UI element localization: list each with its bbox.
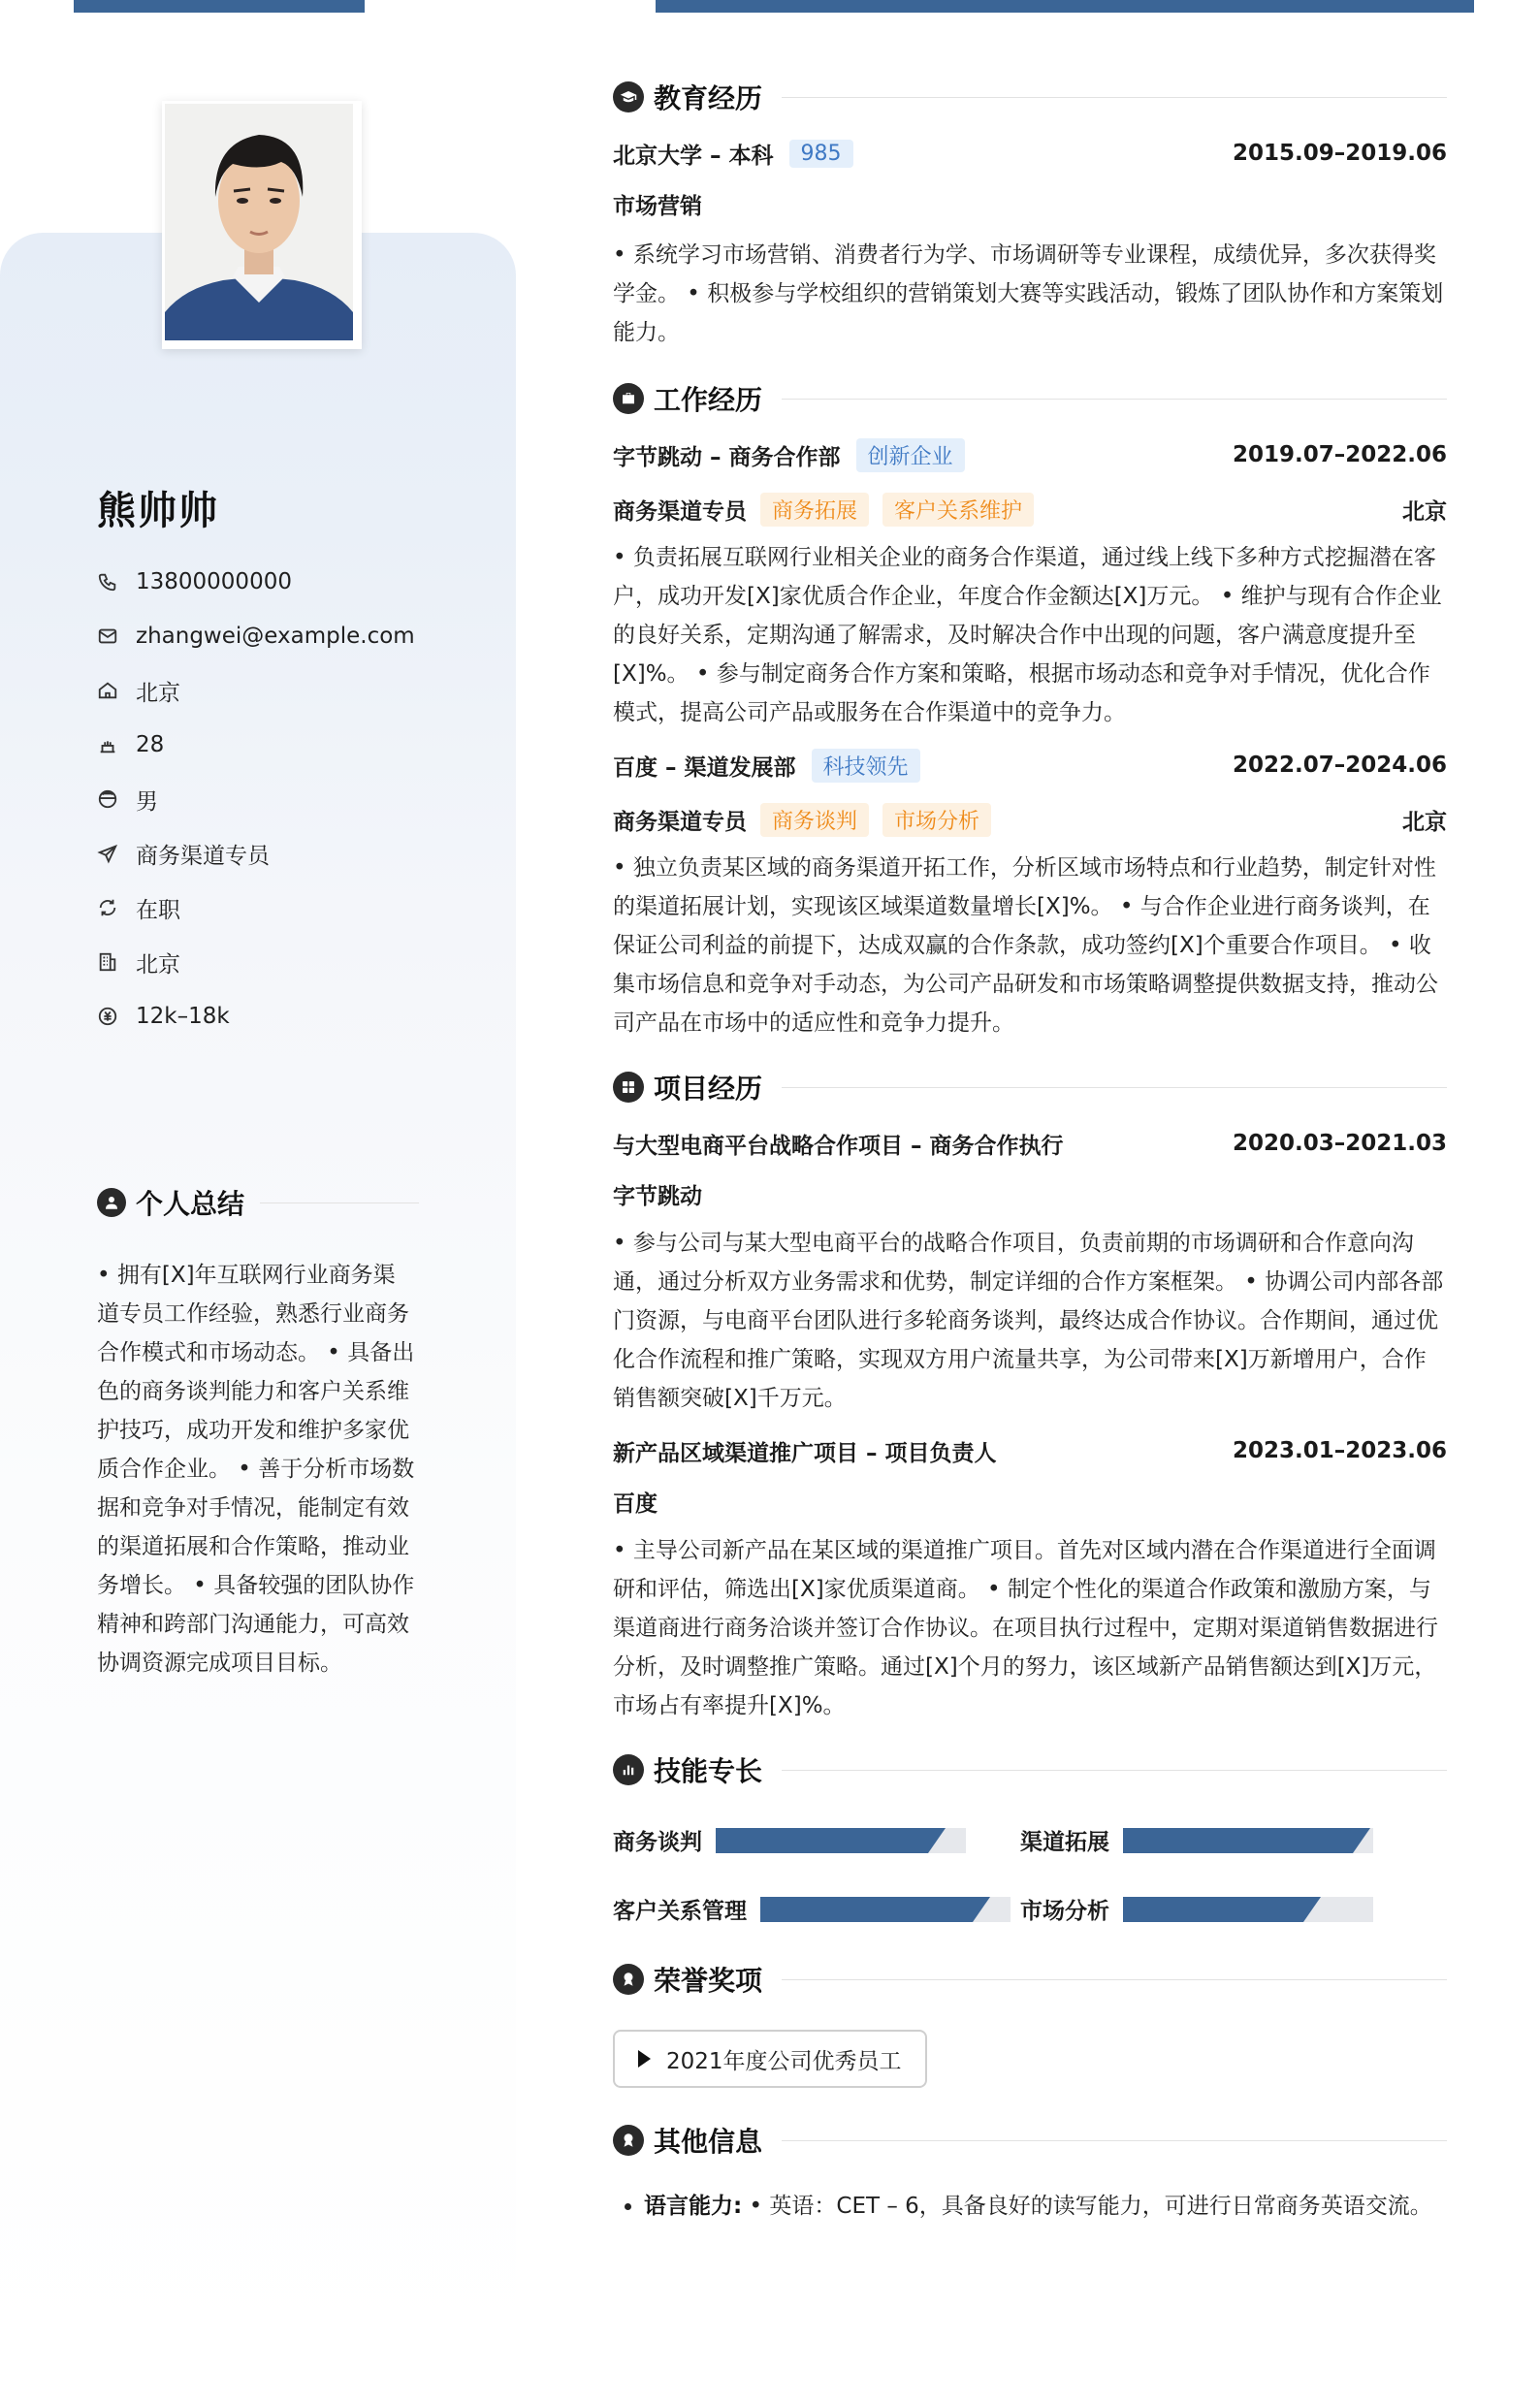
skill-bar [1123, 1828, 1373, 1853]
info-icon [613, 2125, 644, 2156]
skill-bar-fill [760, 1897, 973, 1922]
education-tag: 985 [789, 140, 853, 168]
skill-bar [760, 1897, 1011, 1922]
work-date: 2022.07–2024.06 [1232, 753, 1447, 778]
skill-name: 渠道拓展 [1020, 1830, 1109, 1855]
project-name: 新产品区域渠道推广项目 – 项目负责人 [613, 1440, 997, 1466]
work-company-tag: 科技领先 [812, 749, 920, 783]
age-icon [97, 734, 118, 755]
skills-divider [782, 1770, 1447, 1771]
awards-header [613, 1958, 1447, 2001]
skill-item [1020, 1893, 1428, 1925]
other-title: 其他信息 [654, 2126, 763, 2158]
skill-item [613, 1893, 1020, 1925]
main-content [613, 76, 1447, 2226]
phone-icon [97, 571, 118, 593]
project-company: 百度 [613, 1491, 658, 1517]
profile-photo [162, 101, 362, 349]
user-icon [97, 1188, 126, 1217]
project-desc: • 参与公司与某大型电商平台的战略合作项目，负责前期的市场调研和合作意向沟通，通过分析双方业务需求和优势，制定详细的合作方案框架。 • 协调公司内部各部门资源，与电商平台团队进行多轮商务谈判，最终达成合作协议。合作期间，通过优化合作流程和推广策略，实现双方用户流量共享，为公司带来[X]万新增用户，合作销售额突破[X]千万元。 [613, 1231, 1444, 1411]
award-item[interactable] [613, 2030, 927, 2088]
summary-header [97, 1183, 419, 1222]
education-date: 2015.09–2019.06 [1232, 141, 1447, 166]
briefcase-icon [613, 383, 644, 414]
work-role: 商务渠道专员 [613, 498, 747, 525]
education-desc: • 系统学习市场营销、消费者行为学、市场调研等专业课程，成绩优异，多次获得奖学金。 • 积极参与学校组织的营销策划大赛等实践活动，锻炼了团队协作和方案策划能力。 [613, 242, 1444, 345]
contact-list [97, 555, 415, 1043]
work-role: 商务渠道专员 [613, 809, 747, 835]
education-major: 市场营销 [613, 194, 702, 219]
contact-position-value: 商务渠道专员 [136, 843, 270, 869]
contact-position [97, 826, 415, 881]
project-desc: • 主导公司新产品在某区域的渠道推广项目。首先对区域内潜在合作渠道进行全面调研和评估，筛选出[X]家优质渠道商。 • 制定个性化的渠道合作政策和激励方案，与渠道商进行商务洽谈并签订合作协议。在项目执行过程中，定期对渠道销售数据进行分析，及时调整推广策略。通过[X]个月的努力，该区域新产品销售额达到[X]万元，市场占有率提升[X]%。 [613, 1538, 1438, 1718]
skill-name: 商务谈判 [613, 1830, 702, 1855]
work-divider [782, 399, 1447, 400]
contact-status-value: 在职 [136, 897, 180, 923]
salary-icon [97, 1006, 118, 1027]
profile-name: 熊帅帅 [97, 489, 219, 533]
skill-item [1020, 1824, 1428, 1856]
award-icon [613, 1964, 644, 1995]
grid-icon [613, 1072, 644, 1103]
contact-age-value: 28 [136, 732, 165, 757]
skill-bar-notch [1353, 1828, 1370, 1853]
top-accent-bar-left [74, 0, 365, 13]
project-entry [613, 1122, 1447, 1418]
education-title: 教育经历 [654, 82, 763, 114]
project-name: 与大型电商平台战略合作项目 – 商务合作执行 [613, 1133, 1064, 1159]
skills-header [613, 1748, 1447, 1791]
graduation-cap-icon [613, 81, 644, 112]
contact-gender [97, 772, 415, 826]
contact-email [97, 609, 415, 663]
other-list [613, 2187, 1447, 2226]
building-icon [97, 951, 118, 973]
skill-name: 市场分析 [1020, 1899, 1109, 1924]
awards-divider [782, 1979, 1447, 1980]
projects-divider [782, 1087, 1447, 1088]
skill-bar-fill [1123, 1828, 1353, 1853]
work-entry [613, 744, 1447, 1042]
summary-divider [260, 1202, 419, 1203]
summary-text: • 拥有[X]年互联网行业商务渠道专员工作经验，熟悉行业商务合作模式和市场动态。 • 具备出色的商务谈判能力和客户关系维护技巧，成功开发和维护多家优质合作企业。 • 善于分析市场数据和竞争对手情况，能制定有效的渠道拓展和合作策略，推动业务增长。 • 具备较强的团队协作精神和跨部门沟通能力，可高效协调资源完成项目目标。 [97, 1263, 415, 1676]
contact-location [97, 663, 415, 718]
work-date: 2019.07–2022.06 [1232, 442, 1447, 467]
skill-bar-notch [928, 1828, 946, 1853]
skill-bar-notch [973, 1897, 990, 1922]
work-header [613, 377, 1447, 420]
contact-city [97, 935, 415, 989]
other-header [613, 2119, 1447, 2162]
work-skill-tag: 商务拓展 [760, 493, 869, 527]
work-company: 字节跳动 – 商务合作部 [613, 444, 841, 470]
portrait-illustration [165, 104, 353, 340]
mail-icon [97, 625, 118, 647]
skills-title: 技能专长 [654, 1755, 763, 1787]
project-date: 2023.01–2023.06 [1232, 1438, 1447, 1463]
skill-item [613, 1824, 1020, 1856]
skill-bar [1123, 1897, 1373, 1922]
work-title: 工作经历 [654, 384, 763, 416]
contact-status [97, 881, 415, 935]
education-school: 北京大学 – 本科 [613, 143, 774, 169]
education-header [613, 76, 1447, 118]
award-label: 2021年度公司优秀员工 [666, 2048, 902, 2074]
expand-triangle-icon [638, 2050, 651, 2068]
bar-chart-icon [613, 1754, 644, 1785]
contact-phone-value: 13800000000 [136, 569, 292, 594]
contact-salary-value: 12k–18k [136, 1004, 230, 1029]
contact-gender-value: 男 [136, 788, 158, 815]
contact-city-value: 北京 [136, 951, 180, 978]
home-icon [97, 680, 118, 701]
work-city: 北京 [1402, 809, 1447, 835]
other-divider [782, 2140, 1447, 2141]
work-company: 百度 – 渠道发展部 [613, 754, 796, 781]
summary-title: 个人总结 [136, 1188, 245, 1220]
project-company: 字节跳动 [613, 1184, 702, 1209]
work-company-tag: 创新企业 [856, 438, 965, 472]
education-entry [613, 132, 1447, 352]
project-entry [613, 1429, 1447, 1725]
other-item-label: 语言能力: [644, 2194, 743, 2219]
work-desc: • 独立负责某区域的商务渠道开拓工作，分析区域市场特点和行业趋势，制定针对性的渠道拓展计划，实现该区域渠道数量增长[X]%。 • 与合作企业进行商务谈判，在保证公司利益的前提下，达成双赢的合作条款，成功签约[X]个重要合作项目。 • 收集市场信息和竞争对手动态，为公司产品研发和市场策略调整提供数据支持，推动公司产品在市场中的适应性和竞争力提升。 [613, 855, 1438, 1036]
top-accent-bar-right [656, 0, 1474, 13]
send-icon [97, 843, 118, 864]
projects-header [613, 1066, 1447, 1108]
skill-name: 客户关系管理 [613, 1899, 747, 1924]
other-item-value: • 英语：CET – 6，具备良好的读写能力，可进行日常商务英语交流。 [749, 2194, 1432, 2219]
projects-title: 项目经历 [654, 1073, 763, 1105]
skill-bar-fill [1123, 1897, 1303, 1922]
other-item [644, 2187, 1447, 2226]
project-date: 2020.03–2021.03 [1232, 1131, 1447, 1156]
work-skill-tag: 客户关系维护 [882, 493, 1034, 527]
work-city: 北京 [1402, 498, 1447, 525]
status-icon [97, 897, 118, 918]
skill-bar [716, 1828, 966, 1853]
skill-bar-fill [716, 1828, 928, 1853]
skills-grid [613, 1824, 1447, 1925]
work-skill-tag: 市场分析 [882, 803, 991, 837]
contact-phone [97, 555, 415, 609]
work-skill-tag: 商务谈判 [760, 803, 869, 837]
contact-email-value: zhangwei@example.com [136, 624, 415, 649]
work-entry [613, 433, 1447, 732]
contact-location-value: 北京 [136, 680, 180, 706]
education-divider [782, 97, 1447, 98]
work-desc: • 负责拓展互联网行业相关企业的商务合作渠道，通过线上线下多种方式挖掘潜在客户，成功开发[X]家优质合作企业，年度合作金额达[X]万元。 • 维护与现有合作企业的良好关系，定期沟通了解需求，及时解决合作中出现的问题，客户满意度提升至[X]%。 • 参与制定商务合作方案和策略，根据市场动态和竞争对手情况，优化合作模式，提高公司产品或服务在合作渠道中的竞争力。 [613, 545, 1442, 725]
contact-salary [97, 989, 415, 1043]
gender-icon [97, 788, 118, 810]
awards-title: 荣誉奖项 [654, 1965, 763, 1997]
skill-bar-notch [1303, 1897, 1321, 1922]
contact-age [97, 718, 415, 772]
